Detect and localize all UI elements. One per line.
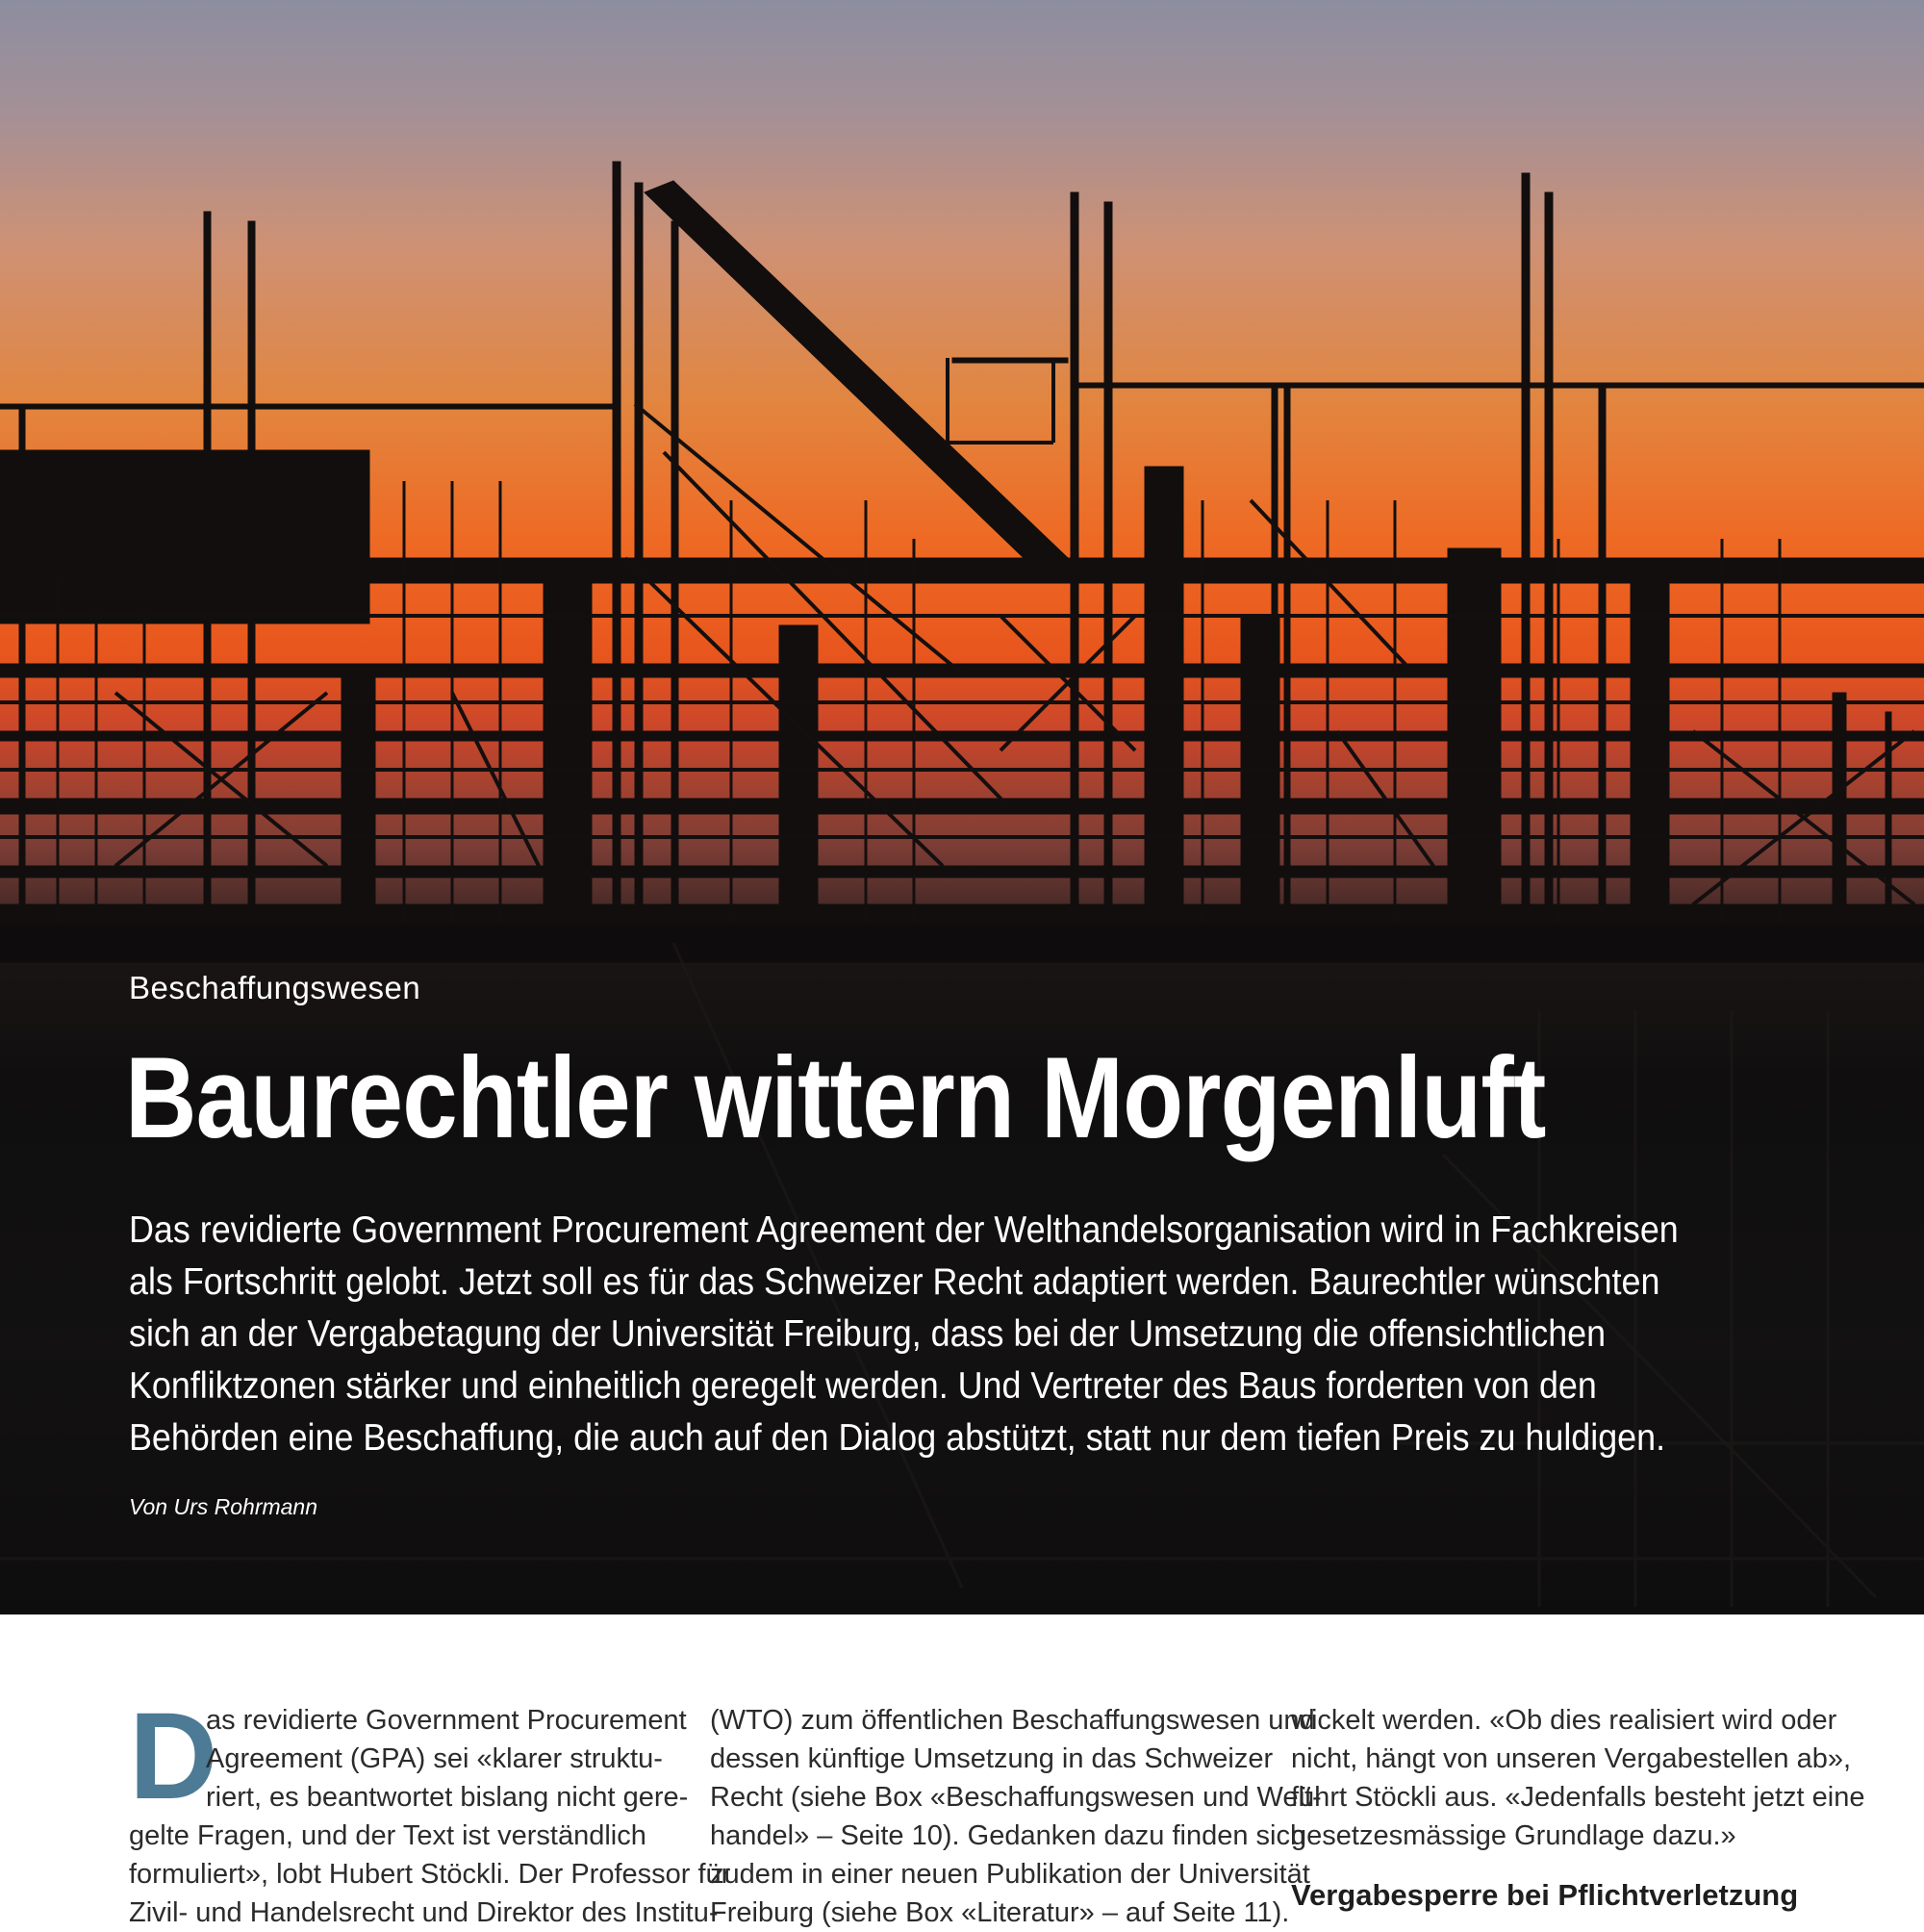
- section-subhead: Vergabesperre bei Pflichtverletzung: [1291, 1878, 1799, 1912]
- body-line: riert, es beantwortet bislang nicht gere-: [206, 1782, 689, 1813]
- body-line: Zivil- und Handelsrecht und Direktor des Institu-: [129, 1897, 719, 1928]
- lead-line: Das revidierte Government Procurement Agreement der Welthandelsorganisation wird in Fachkreisen: [129, 1209, 1679, 1251]
- body-line: gelte Fragen, und der Text ist verständlich: [129, 1820, 646, 1851]
- body-line: nicht, hängt von unseren Vergabestellen ab»,: [1291, 1743, 1852, 1774]
- lead-line: sich an der Vergabetagung der Universität Freiburg, dass bei der Umsetzung die offensichtlichen: [129, 1313, 1607, 1355]
- body-line: (WTO) zum öffentlichen Beschaffungswesen und: [710, 1705, 1315, 1736]
- lead-line: als Fortschritt gelobt. Jetzt soll es für das Schweizer Recht adaptiert werden. Baurechtler wünschten: [129, 1261, 1660, 1303]
- lead-line: Konfliktzonen stärker und einheitlich geregelt werden. Und Vertreter des Baus forderten von den: [129, 1365, 1597, 1407]
- body-line: handel» – Seite 10). Gedanken dazu finden sich: [710, 1820, 1306, 1851]
- body-line: Agreement (GPA) sei «klarer struktu-: [206, 1743, 663, 1774]
- body-line: Freiburg (siehe Box «Literatur» – auf Seite 11).: [710, 1897, 1290, 1928]
- body-column-2: [710, 1701, 1322, 1932]
- body-column-3: [1291, 1701, 1865, 1915]
- body-line: Recht (siehe Box «Beschaffungswesen und Welt-: [710, 1782, 1322, 1813]
- section-kicker: Beschaffungswesen: [129, 970, 421, 1005]
- byline: Von Urs Rohrmann: [129, 1494, 318, 1519]
- body-line: gesetzesmässige Grundlage dazu.»: [1291, 1820, 1736, 1851]
- body-column-1: [129, 1688, 731, 1932]
- body-line: formuliert», lobt Hubert Stöckli. Der Professor für: [129, 1859, 731, 1890]
- body-line: führt Stöckli aus. «Jedenfalls besteht jetzt eine: [1291, 1782, 1865, 1813]
- page-title: Baurechtler wittern Morgenluft: [125, 1033, 1546, 1162]
- lead-line: Behörden eine Beschaffung, die auch auf den Dialog abstützt, statt nur dem tiefen Preis zu huldigen.: [129, 1417, 1666, 1459]
- body-line: zudem in einer neuen Publikation der Universität: [710, 1859, 1310, 1890]
- dropcap: D: [129, 1688, 218, 1825]
- body-line: as revidierte Government Procurement: [206, 1705, 687, 1736]
- lead-paragraph: [129, 1205, 1775, 1464]
- body-line: wickelt werden. «Ob dies realisiert wird oder: [1291, 1705, 1837, 1736]
- body-line: dessen künftige Umsetzung in das Schweizer: [710, 1743, 1274, 1774]
